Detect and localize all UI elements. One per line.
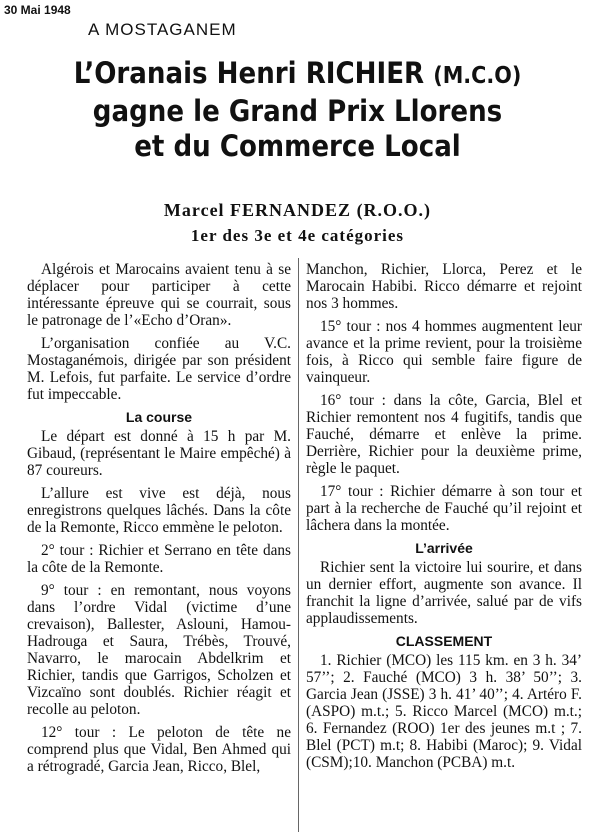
paragraph: Richier sent la victoire lui sourire, et dans un dernier effort, augmente son avance. Il franchit la ligne d’arrivée, salué par de vifs applaudissements. [306,559,582,627]
paragraph: Le départ est donné à 15 h par M. Gibaud, (représentant le Maire empêché) à 87 coureurs. [27,428,291,479]
article-column-left [27,261,291,781]
paragraph: 12° tour : Le peloton de tête ne comprend plus que Vidal, Ben Ahmed qui a rétrogradé, Garcia Jean, Ricco, Blel, [27,724,291,775]
paragraph: Manchon, Richier, Llorca, Perez et le Marocain Habibi. Ricco démarre et rejoint nos 3 hommes. [306,261,582,312]
section-heading-classement: CLASSEMENT [395,633,493,649]
column-divider [298,258,299,832]
paragraph: 16° tour : dans la côte, Garcia, Blel et Richier remontent nos 4 fugitifs, tandis que Fauché, démarre et enlève la prime. Derrière, Richier pour la deuxième prime, règle le paquet. [306,392,582,477]
subheadline: Marcel FERNANDEZ (R.O.O.) [163,200,432,220]
headline [30,56,566,164]
subheadline-category: 1er des 3e et 4e catégories [190,226,405,245]
headline-line-1-club: (M.C.O) [433,63,522,89]
paragraph: 2° tour : Richier et Serrano en tête dans la côte de la Remonte. [27,542,291,576]
headline-line-1 [30,56,566,94]
results-paragraph: 1. Richier (MCO) les 115 km. en 3 h. 34’ 57’’; 2. Fauché (MCO) 3 h. 38’ 50’’; 3. Garcia Jean (JSSE) 3 h. 41’ 40’’; 4. Artéro F. (ASPO) m.t.; 5. Ricco Marcel (MCO) m.t.; 6. Fernandez (ROO) 1er des jeunes m.t ; 7. Blel (PCT) m.t; 8. Habibi (Maroc); 9. Vidal (CSM);10. Manchon (PCBA) m.t. [306,652,582,771]
headline-line-1-name: L’Oranais Henri RICHIER [73,56,434,90]
section-heading-course: La course [125,409,193,425]
article-column-right [306,261,582,777]
paragraph: L’allure est vive est déjà, nous enregistrons quelques lâchés. Dans la côte de la Remonte, Ricco emmène le peloton. [27,485,291,536]
headline-line-3: et du Commerce Local [134,129,461,163]
paragraph: Algérois et Marocains avaient tenu à se déplacer pour participer à cette intéressante épreuve qui se courrait, sous le patronage de l’«Echo d’Oran». [27,261,291,329]
location-kicker: A MOSTAGANEM [88,22,237,36]
paragraph: 15° tour : nos 4 hommes augmentent leur avance et la prime revient, pour la troisième fois, à Ricco qui semble faire figure de vainqueur. [306,318,582,386]
publication-date: 30 Mai 1948 [4,3,71,17]
paragraph: L’organisation confiée au V.C. Mostaganémois, dirigée par son président M. Lefois, fut parfaite. Le service d’ordre fut impeccable. [27,335,291,403]
paragraph: 9° tour : en remontant, nous voyons dans l’ordre Vidal (victime d’une crevaison), Ballester, Aslouni, Hamou-Hadrouga et Saura, Trébès, Trouvé, Navarro, le marocain Abdelkrim et Richier, tandis que Garrigos, Scholzen et Vizcaïno sont doublés. Richier réagit et recolle au peloton. [27,582,291,718]
headline-line-2: gagne le Grand Prix Llorens [92,94,503,128]
paragraph: 17° tour : Richier démarre à son tour et part à la recherche de Fauché qu’il rejoint et lâchera dans la montée. [306,483,582,534]
section-heading-arrivee: L’arrivée [415,540,473,556]
